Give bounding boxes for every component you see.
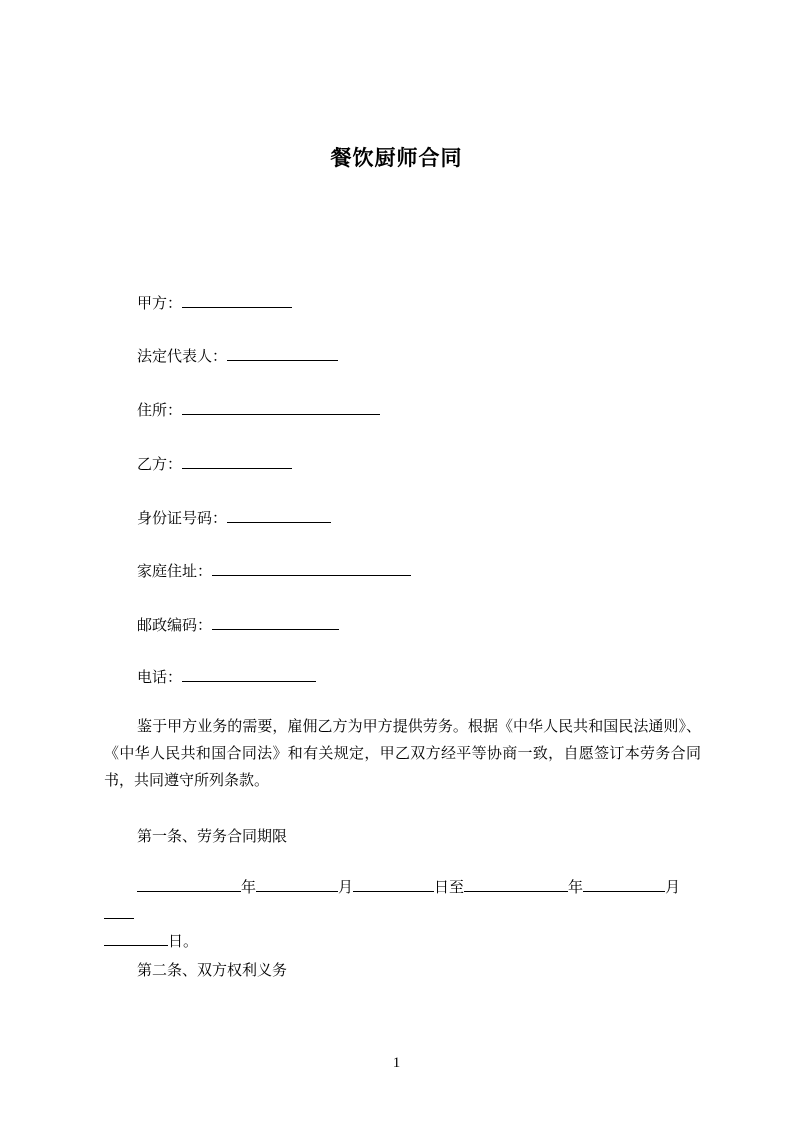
end-day-blank-1[interactable] [104,903,134,919]
party-a-blank[interactable] [182,292,292,308]
address-field [137,399,380,420]
start-year-label: 年 [241,878,257,896]
end-month-label: 月 [665,878,681,896]
postal-code-blank[interactable] [212,614,339,630]
page-number: 1 [392,1055,401,1071]
party-a-label: 甲方： [137,294,183,312]
start-day-blank[interactable] [353,876,434,892]
document-title: 餐饮厨师合同 [330,146,463,170]
party-b-blank[interactable] [182,453,292,469]
home-address-field [137,560,411,581]
start-year-blank[interactable] [137,876,241,892]
intro-paragraph [104,713,701,794]
phone-label: 电话： [137,668,183,686]
party-a-field [137,292,292,313]
contract-period-line [104,874,704,955]
id-number-field [137,507,331,528]
legal-rep-label: 法定代表人： [137,347,228,365]
party-b-field [137,453,292,474]
phone-blank[interactable] [182,666,316,682]
end-day-blank-2[interactable] [104,930,168,946]
article-2-heading: 第二条、双方权利义务 [137,961,288,979]
postal-code-label: 邮政编码： [137,616,213,634]
start-month-label: 月 [338,878,354,896]
intro-text: 鉴于甲方业务的需要，雇佣乙方为甲方提供劳务。根据《中华人民共和国民法通则》、《中华人民共和国合同法》和有关规定，甲乙双方经平等协商一致，自愿签订本劳务合同书，共同遵守所列条款。 [104,717,701,789]
home-address-label: 家庭住址： [137,562,213,580]
end-day-label: 日。 [168,932,199,950]
address-label: 住所： [137,401,183,419]
start-day-label: 日至 [434,878,465,896]
legal-rep-field [137,345,338,366]
party-b-label: 乙方： [137,455,183,473]
id-number-label: 身份证号码： [137,509,228,527]
address-blank[interactable] [182,399,380,415]
article-1-heading: 第一条、劳务合同期限 [137,827,288,845]
home-address-blank[interactable] [212,560,411,576]
id-number-blank[interactable] [227,507,331,523]
postal-code-field [137,614,339,635]
start-month-blank[interactable] [256,876,338,892]
end-year-blank[interactable] [464,876,568,892]
legal-rep-blank[interactable] [227,345,338,361]
end-year-label: 年 [568,878,584,896]
end-month-blank[interactable] [583,876,665,892]
phone-field [137,666,316,687]
